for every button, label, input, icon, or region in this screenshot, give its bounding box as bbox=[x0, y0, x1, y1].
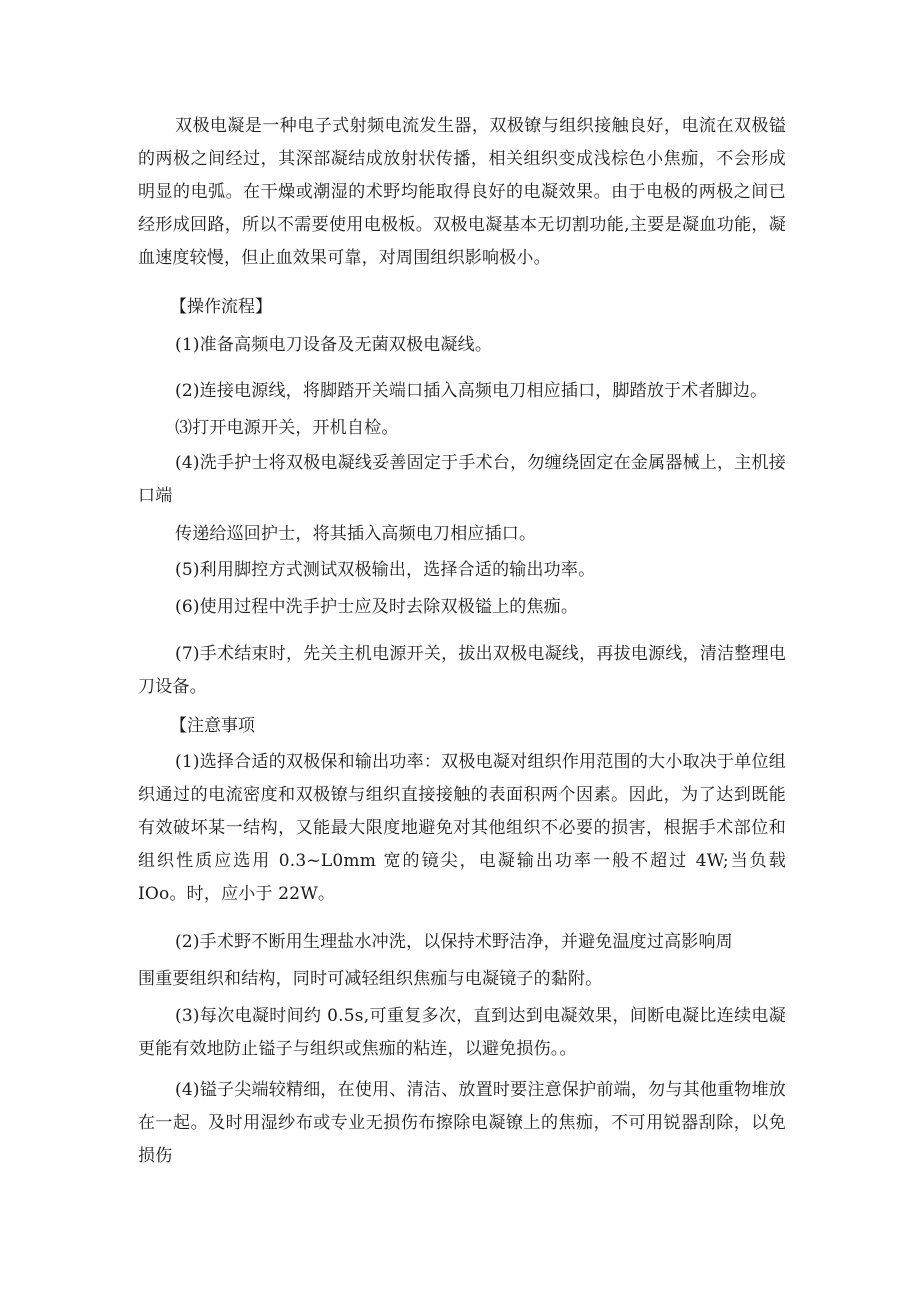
notes-heading: 【注意事项 bbox=[170, 716, 255, 736]
procedure-step-6: (6)使用过程中洗手护士应及时去除双极镒上的焦痂。 bbox=[175, 597, 579, 617]
notes-item-1: (1)选择合适的双极保和输出功率：双极电凝对组织作用范围的大小取决于单位组织通过的电流密度和双极镣与组织直接接触的表面积两个因素。因此，为了达到既能有效破坏某一结构，又能最大限度地避免对其他组织不必要的损害，根据手术部位和组织性质应选用 0.3~L0mm 宽的镜尖，电凝输出功率一般不超过 4W;当负载 IOo。时，应小于 22W。 bbox=[138, 752, 786, 904]
notes-item-4: (4)镒子尖端较精细，在使用、清洁、放置时要注意保护前端，勿与其他重物堆放在一起。及时用湿纱布或专业无损伤布擦除电凝镣上的焦痂，不可用锐器刮除，以免损伤 bbox=[138, 1080, 786, 1166]
procedure-step-2: (2)连接电源线，将脚踏开关端口插入高频电刀相应插口，脚踏放于术者脚边。 bbox=[175, 381, 768, 401]
procedure-step-1: (1)准备高频电刀设备及无菌双极电凝线。 bbox=[175, 335, 493, 355]
procedure-step-4: (4)洗手护士将双极电凝线妥善固定于手术台，勿缠绕固定在金属器械上，主机接口端 bbox=[138, 453, 786, 506]
procedure-step-4-continued: 传递给巡回护士，将其插入高频电刀相应插口。 bbox=[175, 524, 537, 544]
notes-item-2-continued: 围重要组织和结构，同时可减轻组织焦痂与电凝镜子的黏附。 bbox=[138, 969, 603, 989]
procedure-heading: 【操作流程】 bbox=[170, 297, 272, 317]
procedure-step-5: (5)利用脚控方式测试双极输出，选择合适的输出功率。 bbox=[175, 560, 596, 580]
procedure-step-3: ⑶打开电源开关，开机自检。 bbox=[175, 418, 399, 438]
intro-paragraph: 双极电凝是一种电子式射频电流发生器，双极镣与组织接触良好，电流在双极镒的两极之间经过，其深部凝结成放射状传播，相关组织变成浅棕色小焦痂，不会形成明显的电弧。在干燥或潮湿的术野均能取得良好的电凝效果。由于电极的两极之间已经形成回路，所以不需要使用电极板。双极电凝基本无切割功能,主要是凝血功能，凝血速度较慢，但止血效果可靠，对周围组织影响极小。 bbox=[138, 116, 786, 268]
notes-item-3: (3)每次电凝时间约 0.5s,可重复多次，直到达到电凝效果，间断电凝比连续电凝更能有效地防止镒子与组织或焦痂的粘连，以避免损伤。。 bbox=[138, 1006, 786, 1059]
notes-item-2: (2)手术野不断用生理盐水冲洗，以保持术野洁净，并避免温度过高影响周 bbox=[175, 932, 733, 952]
procedure-step-7: (7)手术结束时，先关主机电源开关，拔出双极电凝线，再拔电源线，清洁整理电刀设备。 bbox=[138, 644, 786, 697]
